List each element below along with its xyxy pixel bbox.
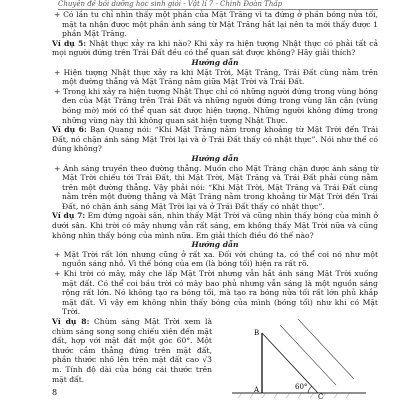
angle-label: 60° (295, 383, 308, 391)
parallel-ray (298, 319, 354, 379)
page-number: 8 (52, 388, 58, 397)
content-body (52, 10, 378, 399)
sun-ray-bc (262, 333, 318, 393)
question-8-row (52, 317, 378, 399)
heading-guide: Hướng dẫn (191, 240, 239, 250)
question-7: Ví dụ 7: Em đứng ngoài sân, nhìn thấy Mặt Trời và cũng nhìn thấy bóng của mình ở dưới sân. Khi trời có mây nhưng vẫn rất sáng, em không thấy Mặt Trời nữa và cũng không nhìn thấy bóng của mình nữa. Em giải thích điều đó thế nào? (52, 211, 378, 240)
list-item: + Hiện tượng Nhật thực xảy ra khi Mặt Trời, Mặt Trăng, Trái Đất cùng nằm trên một đường thẳng và Mặt Trăng nằm giữa Mặt Trời và Trái Đất. (54, 67, 379, 87)
label-a: A (254, 386, 260, 394)
heading-guide: Hướng dẫn (191, 57, 239, 67)
question-6: Ví dụ 6: Bạn Quang nói: “Khi Mặt Trăng nằm trong khoảng từ Mặt Trời đến Trái Đất, nó chặn ánh sáng Mặt Trời lại và ở Trái Đất thấy có nhật thực”. Nói như thế có đúng không? (52, 125, 378, 154)
question-8: Ví dụ 8: Chùm sáng Mặt Trời xem là chùm sáng song song chiếu xiên đến mặt đất, hợp với mặt đất một góc 60°. Một thước cắm thẳng đứng trên mặt đất, phần thước nhô lên trên mặt đất cao √3 m. Tính độ dài của bóng cái thước trên mặt đất. (52, 317, 213, 384)
list-item: + Khi trời có mây, mây che lấp Mặt Trời nhưng vẫn hắt ánh sáng Mặt Trời xuống mặt đất. Có thể coi bầu trời có mây bao phủ nhưng vẫn sáng là một nguồn sáng rộng rất lớn. Nó không tạo ra bóng tối, mà tạo ra bóng nửa tối rất lớn phủ khắp mặt đất. Vì vậy em không nhìn thấy bóng của mình (bóng tối) như khi có Mặt Trời. (54, 269, 378, 317)
list-item: + Trong khi xảy ra hiện tượng Nhật Thực chỉ có những người đứng trong vùng bóng đen của Mặt Trăng trên Trái Đất và những người đứng trong vùng lân cận (vùng bóng mờ) mới có thể quan sát được hiện tượng. Những người không đứng trong những vùng này thì không quan sát hiện tượng Nhật Thực. (54, 86, 378, 125)
parallel-ray (280, 325, 336, 385)
list-item: + Có lần tu chỉ nhìn thấy một phần của Mặt Trăng vì ta đứng ở phần bóng nửa tối, mặt ta nhận được một phần ánh sáng từ Mặt Trăng hắt lại nên ta mới thấy được 1 phần Mặt Trăng. (54, 10, 378, 39)
label-c: C (318, 393, 324, 399)
question-5: Ví dụ 5: Nhật thực xảy ra khi nào? Khi xảy ra hiện tượng Nhật thực có phải tất cả mọi người đứng trên Trái Đất đều có thể quan sát được không? Hãy giải thích? (52, 38, 378, 58)
running-header: Chuyên đề bồi dưỡng học sinh giỏi - Vật lí 7 - Chinh Đoàn Thấp (58, 0, 378, 10)
ruler-shadow-figure (222, 319, 372, 399)
angle-arc (308, 386, 312, 393)
list-item: + Mặt Trời rất lớn nhưng cũng ở rất xa. Đối với chúng ta, có thể coi nó như một nguồn sáng nhỏ. Vì thế bóng của em (là bóng tối) hiện ra rất rõ. (54, 249, 378, 269)
heading-guide: Hướng dẫn (191, 153, 239, 163)
label-b: B (254, 329, 260, 337)
list-item: + Ánh sáng truyền theo đường thẳng. Muốn cho Mặt Trăng chặn được ánh sáng từ Mặt Trời chiếu tới Trái Đất, thì Mặt Trời, Mặt Trăng và Trái Đất phải cùng nằm trên một đường thẳng. Vậy phải nói: “Khi Mặt Trời, Mặt Trăng và Trái Đất cùng nằm trên một đường thẳng và Mặt Trăng nằm trong khoảng từ Mặt Trời đến Trái Đất, nó chặn ánh sáng Mặt Trời lại và ở Trái Đất thấy có nhật thực”. (54, 163, 378, 211)
